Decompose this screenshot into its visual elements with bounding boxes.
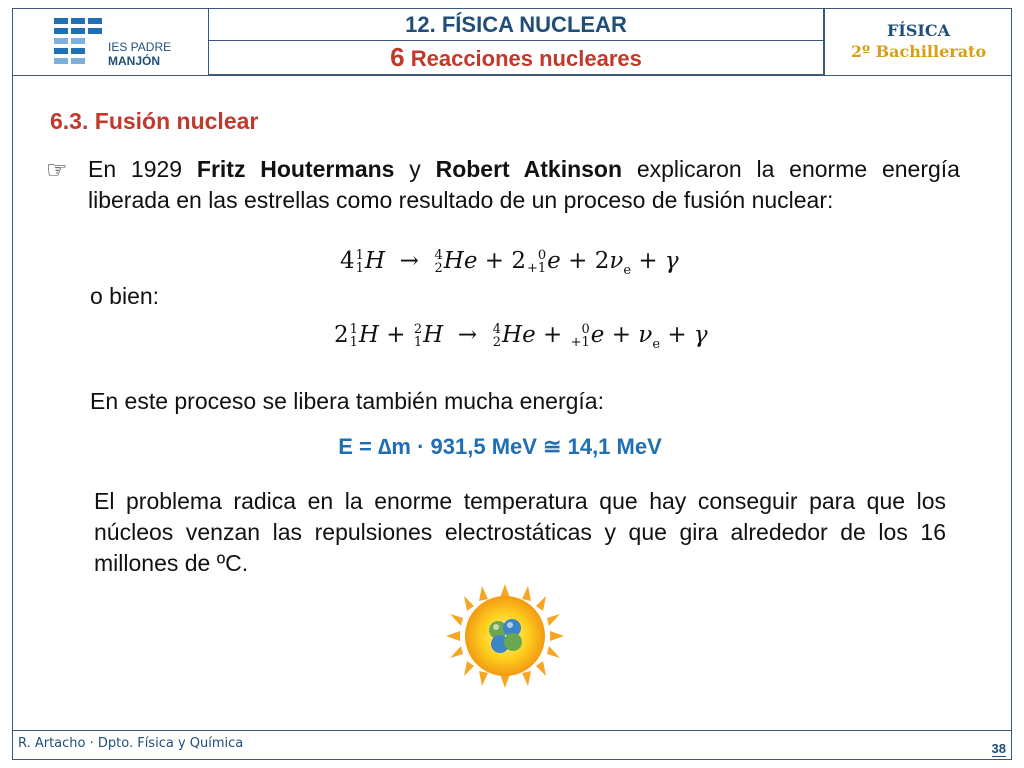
header-subtitle-box	[208, 41, 824, 75]
fusion-equation-2: 2 1 1 H + 2 1 H → 4 2 He + 0 +1 $e + \nu_e + \gamma$	[334, 322, 708, 352]
school-logo	[14, 10, 208, 74]
header-divider	[12, 75, 1012, 76]
footer-divider	[12, 730, 1012, 731]
name-atkinson: Robert Atkinson	[435, 156, 623, 182]
energy-formula: E = ∆m · 931,5 MeV ≅ 14,1 MeV	[338, 434, 662, 459]
header-title: 12. FÍSICA NUCLEAR	[405, 12, 627, 37]
course-label: 2º Bachillerato	[850, 42, 987, 61]
header-title-box	[208, 8, 824, 41]
subtitle-number: 6	[390, 42, 405, 72]
pointing-hand-icon: ☞	[46, 157, 68, 184]
page-number: 38	[991, 741, 1006, 756]
fusion-sun-image	[446, 584, 564, 688]
footer-author: R. Artacho · Dpto. Física y Química	[18, 736, 244, 751]
header-subject-box	[824, 8, 1012, 75]
section-name: Fusión nuclear	[94, 108, 259, 134]
header-subtitle	[390, 42, 642, 72]
problem-paragraph: El problema radica en la enorme temperatura que hay conseguir para que los núcleos venzan las repulsiones electrostáticas y que gira alrededor de los 16 millones de ºC.	[94, 488, 946, 576]
logo-line1: IES PADRE	[108, 40, 172, 54]
or-text: o bien:	[90, 283, 160, 309]
energy-text: En este proceso se libera también mucha energía:	[90, 388, 604, 414]
section-title	[50, 108, 258, 135]
name-houtermans: Fritz Houtermans	[196, 156, 395, 182]
section-number: 6.3.	[50, 108, 89, 134]
fusion-equation-1: 4 1 1 H → 4 2 He + 2 0 +1 $e + 2\nu_e + \gamma$	[340, 248, 679, 278]
intro-paragraph: En 1929 Fritz Houtermans y Robert Atkinson explicaron la enorme energía liberada en las estrellas como resultado de un proceso de fusión nuclear:	[88, 156, 960, 213]
subtitle-text: Reacciones nucleares	[410, 46, 642, 71]
subject-label: FÍSICA	[886, 21, 951, 40]
logo-line2: MANJÓN	[108, 54, 161, 68]
